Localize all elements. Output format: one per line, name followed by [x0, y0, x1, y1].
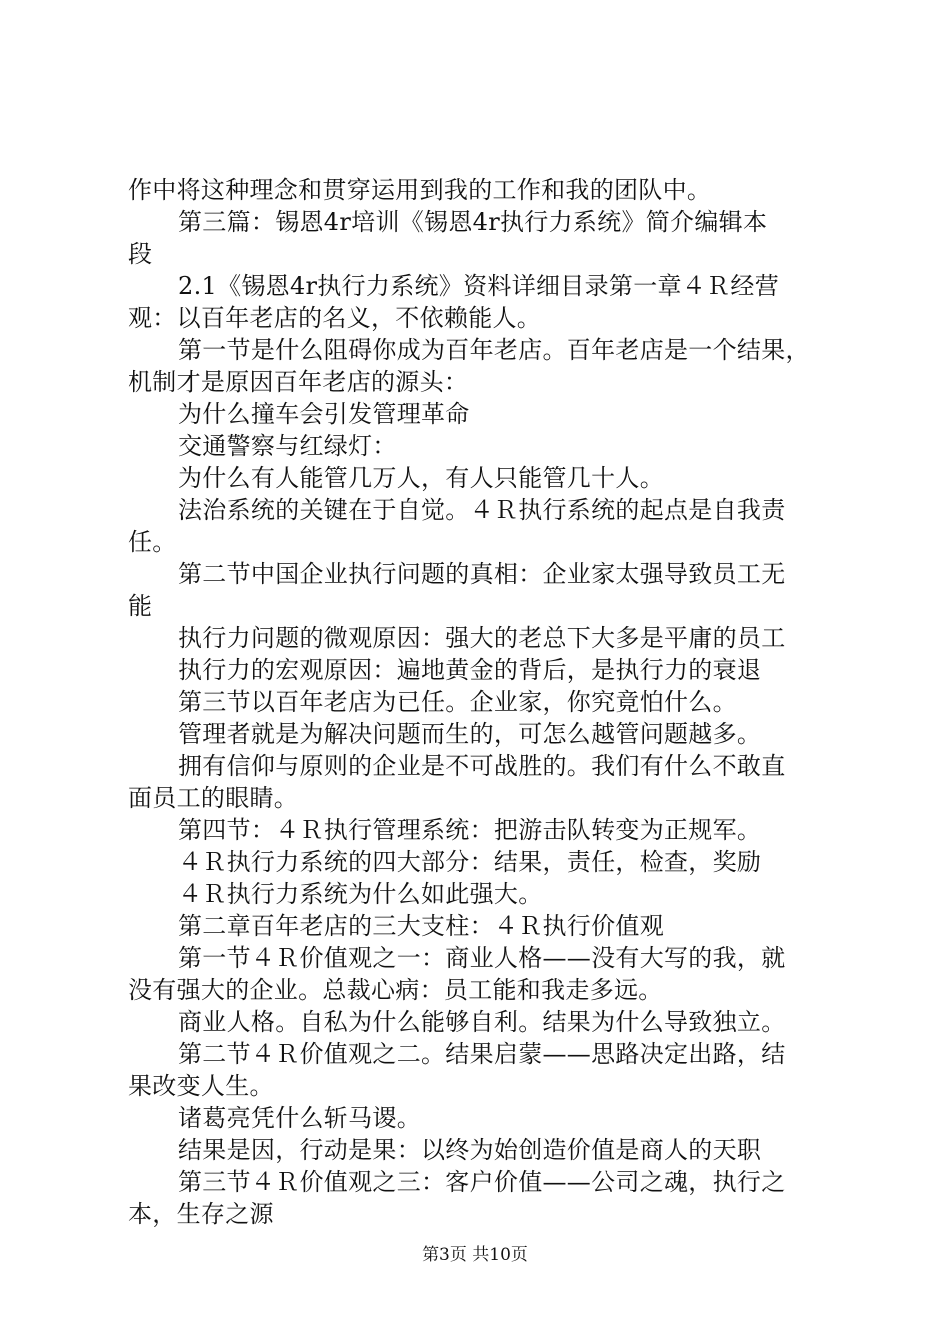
text-line: 交通警察与红绿灯：	[178, 432, 397, 460]
text-line: 第一节是什么阻碍你成为百年老店。百年老店是一个结果，	[178, 336, 810, 364]
text-line: 第二节４Ｒ价值观之二。结果启蒙——思路决定出路，结	[178, 1040, 786, 1068]
text-line: 机制才是原因百年老店的源头：	[128, 368, 469, 396]
text-line: 第三篇：锡恩4r培训《锡恩4r执行力系统》简介编辑本	[178, 208, 768, 236]
text-line: 面员工的眼睛。	[128, 784, 299, 812]
text-line: 果改变人生。	[128, 1072, 274, 1100]
text-line: 能	[128, 592, 153, 620]
text-line: 本，生存之源	[128, 1200, 274, 1228]
text-line: 为什么有人能管几万人，有人只能管几十人。	[178, 464, 664, 492]
text-line: 第二章百年老店的三大支柱：４Ｒ执行价值观	[178, 912, 664, 940]
text-line: 任。	[128, 528, 177, 556]
text-line: 第二节中国企业执行问题的真相：企业家太强导致员工无	[178, 560, 786, 588]
text-line: 第一节４Ｒ价值观之一：商业人格——没有大写的我，就	[178, 944, 786, 972]
text-line: ４Ｒ执行力系统为什么如此强大。	[178, 880, 543, 908]
text-line: 没有强大的企业。总裁心病：员工能和我走多远。	[128, 976, 663, 1004]
text-line: 2.1《锡恩4r执行力系统》资料详细目录第一章４Ｒ经营	[178, 272, 780, 300]
page-number-footer: 第3页 共10页	[422, 1245, 528, 1265]
text-line: 结果是因，行动是果：以终为始创造价值是商人的天职	[178, 1136, 762, 1164]
text-line: 管理者就是为解决问题而生的，可怎么越管问题越多。	[178, 720, 762, 748]
text-line: 为什么撞车会引发管理革命	[178, 400, 470, 428]
text-line: 执行力问题的微观原因：强大的老总下大多是平庸的员工	[178, 624, 786, 652]
text-line: 段	[128, 240, 153, 268]
text-line: 第三节４Ｒ价值观之三：客户价值——公司之魂，执行之	[178, 1168, 786, 1196]
text-line: 观：以百年老店的名义，不依赖能人。	[128, 304, 542, 332]
text-line: 作中将这种理念和贯穿运用到我的工作和我的团队中。	[128, 176, 712, 204]
text-line: 法治系统的关键在于自觉。４Ｒ执行系统的起点是自我责	[178, 496, 786, 524]
text-line: ４Ｒ执行力系统的四大部分：结果，责任，检查，奖励	[178, 848, 762, 876]
text-line: 第四节：４Ｒ执行管理系统：把游击队转变为正规军。	[178, 816, 762, 844]
text-line: 第三节以百年老店为已任。企业家，你究竟怕什么。	[178, 688, 737, 716]
text-line: 诸葛亮凭什么斩马谡。	[178, 1104, 421, 1132]
text-line: 商业人格。自私为什么能够自利。结果为什么导致独立。	[178, 1008, 786, 1036]
text-line: 执行力的宏观原因：遍地黄金的背后，是执行力的衰退	[178, 656, 762, 684]
text-line: 拥有信仰与原则的企业是不可战胜的。我们有什么不敢直	[178, 752, 786, 780]
document-body	[128, 174, 834, 1230]
